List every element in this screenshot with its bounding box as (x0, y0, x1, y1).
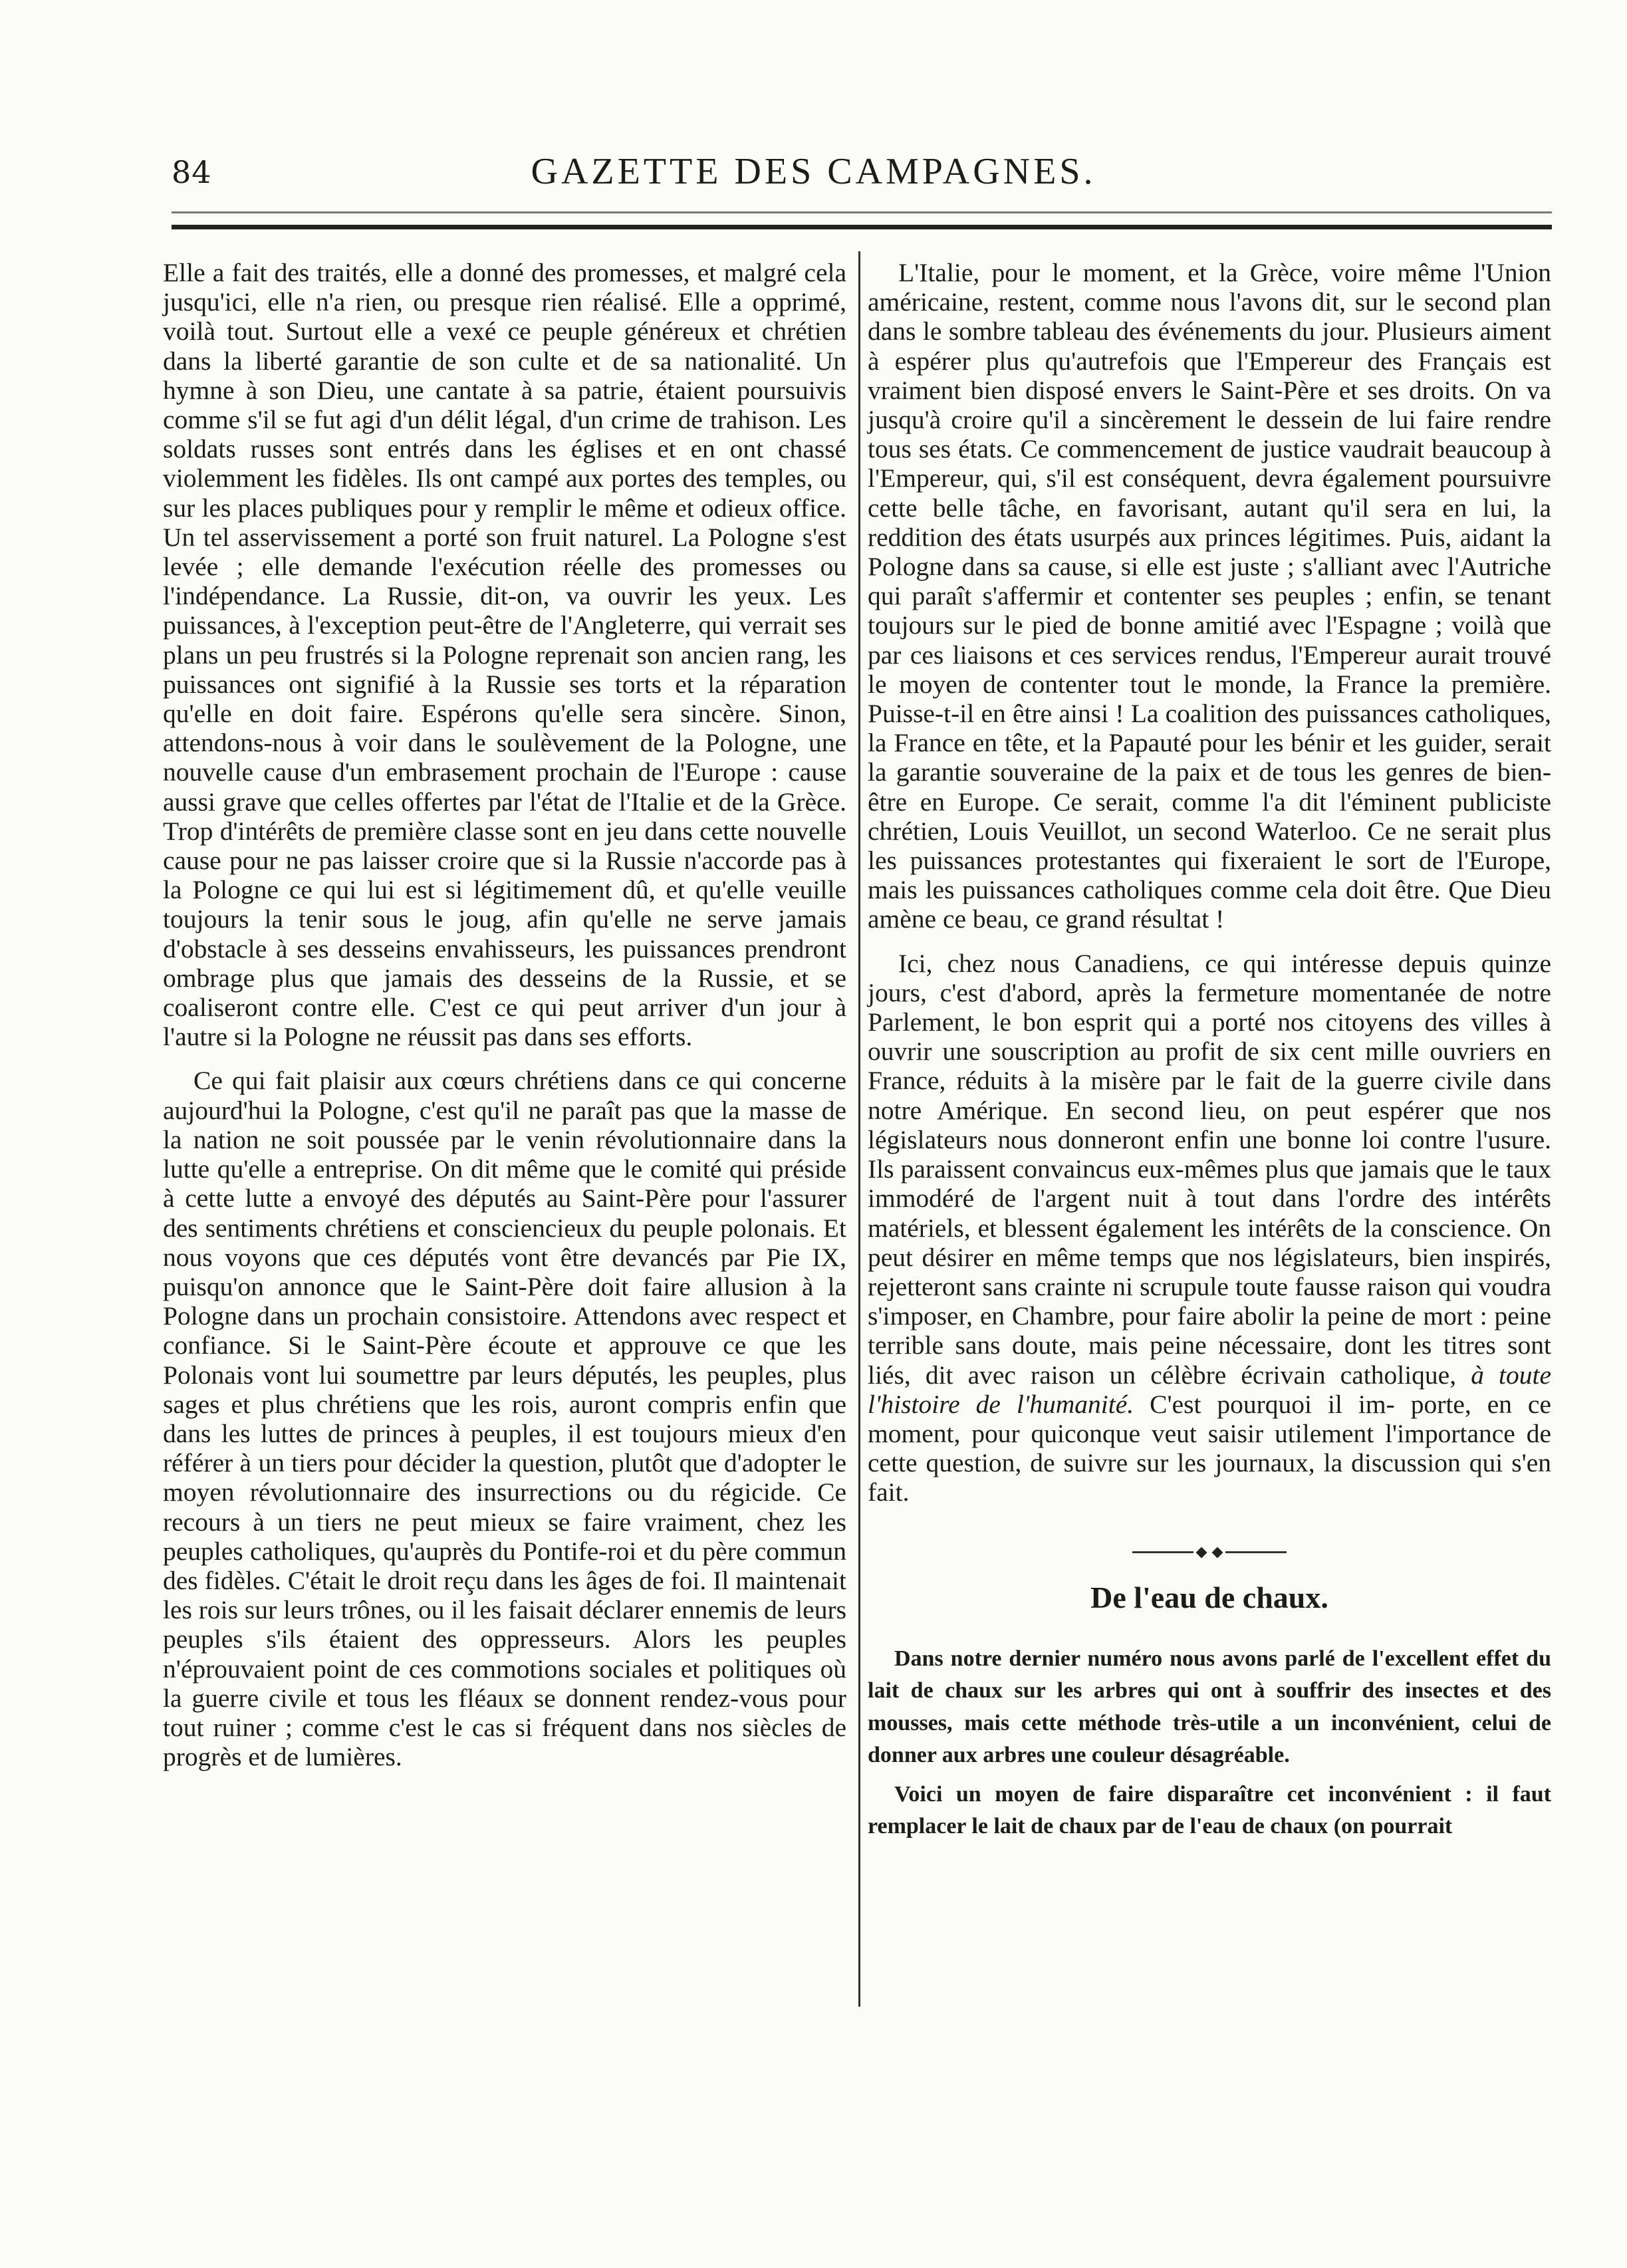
italic-quote: à toute l'histoire de l'humanité. (868, 1360, 1552, 1419)
article-paragraph: L'Italie, pour le moment, et la Grèce, voire même l'Union américaine, restent, comme nous l'avons dit, sur le second plan dans le sombre tableau des événements du jour. Plusieurs aiment à espérer plus qu'autrefois que l'Empereur des Français est vraiment bien disposé envers le Saint-Père et ses droits. On va jusqu'à croire qu'il a sincèrement le dessein de lui faire rendre tous ses états. Ce commencement de justice vaudrait beaucoup à l'Empereur, qui, s'il est conséquent, devra également poursuivre cette belle tâche, en favorisant, autant qu'il sera en lui, la reddition des états usurpés aux princes légitimes. Puis, aidant la Pologne dans sa cause, si elle est juste ; s'alliant avec l'Autriche qui paraît s'affermir et contenter ses peuples ; enfin, se tenant toujours sur le pied de bonne amitié avec l'Espagne ; voilà que par ces liaisons et ces services rendus, l'Empereur aurait trouvé le moyen de contenter tout le monde, la France la première. Puisse-t-il en être ainsi ! La coalition des puissances catholiques, la France en tête, et la Papauté pour les bénir et les guider, serait la garantie souveraine de la paix et de tous les genres de bien-être en Europe. Ce serait, comme l'a dit l'éminent publiciste chrétien, Louis Veuillot, un second Waterloo. Ce ne serait plus les puissances protestantes qui fixeraient le sort de l'Europe, mais les puissances catholiques comme cela doit être. Que Dieu amène ce beau, ce grand résultat ! (868, 258, 1551, 934)
left-column (163, 258, 846, 1771)
article-text-continued: C'est pourquoi il im- (1134, 1389, 1395, 1419)
article-text-end: porte, en ce moment, pour quiconque veut saisir utilement l'importance de cette question, de suivre sur les journaux, la discussion qui s'en fait. (868, 1389, 1551, 1507)
ornament-diamond (1196, 1547, 1207, 1558)
small-print-paragraph: Dans notre dernier numéro nous avons parlé de l'excellent effet du lait de chaux sur les arbres qui ont à souffrir des insectes et des mousses, mais cette méthode très-utile a un inconvénient, celui de donner aux arbres une couleur désagréable. (868, 1646, 1551, 1768)
small-print-paragraph: Voici un moyen de faire disparaître cet inconvénient : il faut remplacer le lait de chaux par de l'eau de chaux (on pourrait (868, 1781, 1551, 1839)
article-text: Ici, chez nous Canadiens, ce qui intéresse depuis quinze jours, c'est d'abord, après la fermeture momentanée de notre Parlement, le bon esprit qui a porté nos citoyens des villes à ouvrir une souscription au profit de six cent mille ouvriers en France, réduits à la misère par le fait de la guerre civile dans notre Amérique. En second lieu, on peut espérer que nos législateurs nous donneront enfin une bonne loi contre l'usure. Ils paraissent convaincus eux-mêmes plus que jamais que le taux immodéré de l'argent nuit à tout dans l'ordre des intérêts matériels, et blessent également les intérêts de la conscience. On peut désirer en même temps que nos législateurs, bien inspirés, rejetteront sans crainte ni scrupule toute fausse raison qui voudra s'imposer, en Chambre, pour faire abolir la peine de mort : peine terrible sans doute, mais peine nécessaire, dont les titres sont liés, dit avec raison un célèbre écrivain catholique, (868, 948, 1551, 1390)
section-ornament (868, 1549, 1551, 1557)
article-paragraph (868, 949, 1551, 1507)
section-title: De l'eau de chaux. (1090, 1580, 1328, 1614)
ornament-diamond (1212, 1547, 1223, 1558)
page-header-title: GAZETTE DES CAMPAGNES. (531, 151, 1096, 192)
header-rule-thick (172, 225, 1552, 229)
ornament-bar-left (1132, 1551, 1193, 1553)
article-paragraph: Elle a fait des traités, elle a donné des promesses, et malgré cela jusqu'ici, elle n'a rien, ou presque rien réalisé. Elle a opprimé, voilà tout. Surtout elle a vexé ce peuple généreux et chrétien dans la liberté garantie de son culte et de sa nationalité. Un hymne à son Dieu, une cantate à sa patrie, étaient poursuivis comme s'il se fut agi d'un délit légal, d'un crime de trahison. Les soldats russes sont entrés dans les églises et en ont chassé violemment les fidèles. Ils ont campé aux portes des temples, ou sur les places publiques pour y remplir le même et odieux office. Un tel asservissement a porté son fruit naturel. La Pologne s'est levée ; elle demande l'exécution réelle des promesses ou l'indépendance. La Russie, dit-on, va ouvrir les yeux. Les puissances, à l'exception peut-être de l'Angleterre, qui verrait ses plans un peu frustrés si la Pologne reprenait son ancien rang, les puissances ont signifié à la Russie ses torts et la réparation qu'elle en doit faire. Espérons qu'elle sera sincère. Sinon, attendons-nous à voir dans le soulèvement de la Pologne, une nouvelle cause d'un embrasement prochain de l'Europe : cause aussi grave que celles offertes par l'état de l'Italie et de la Grèce. Trop d'intérêts de première classe sont en jeu dans cette nouvelle cause pour ne pas laisser croire que si la Russie n'accorde pas à la Pologne ce qui lui est si légitimement dû, et qu'elle veuille toujours la tenir sous le joug, afin qu'elle ne serve jamais d'obstacle à ses desseins envahisseurs, les puissances prendront ombrage plus que jamais des desseins de la Russie, et se coaliseront contre elle. C'est ce qui peut arriver d'un jour à l'autre si la Pologne ne réussit pas dans ses efforts. (163, 258, 846, 1052)
column-divider (858, 251, 860, 2007)
article-paragraph: Ce qui fait plaisir aux cœurs chrétiens dans ce qui concerne aujourd'hui la Pologne, c'est qu'il ne paraît pas que la masse de la nation ne soit poussée par le venin révolutionnaire dans la lutte qu'elle a entreprise. On dit même que le comité qui préside à cette lutte a envoyé des députés au Saint-Père pour l'assurer des sentiments chrétiens et consciencieux du peuple polonais. Et nous voyons que ces députés vont être devancés par Pie IX, puisqu'on annonce que le Saint-Père doit faire allusion à la Pologne dans un prochain consistoire. Attendons avec respect et confiance. Si le Saint-Père écoute et approuve ce que les Polonais vont lui soumettre par leurs députés, les peuples, plus sages et plus chrétiens que les rois, auront compris enfin que dans les luttes de princes à peuples, il est toujours mieux d'en référer à un tiers pour décider la question, plutôt que d'adopter le moyen révolutionnaire des insurrections ou du régicide. Ce recours à un tiers ne peut mieux se faire vraiment, chez les peuples catholiques, qu'auprès du Pontife-roi et du père commun des fidèles. C'était le droit reçu dans les âges de foi. Il maintenait les rois sur leurs trônes, ou il les faisait déclarer ennemis de leurs peuples s'ils étaient des oppresseurs. Alors les peuples n'éprouvaient point de ces commotions sociales et politiques où la guerre civile et tous les fléaux se donnent rendez-vous pour tout ruiner ; comme c'est le cas si fréquent dans nos siècles de progrès et de lumières. (163, 1066, 846, 1772)
page-number: 84 (172, 154, 212, 190)
header-rule-thin (172, 211, 1552, 213)
right-column (868, 258, 1551, 1843)
ornament-bar-right (1225, 1551, 1287, 1553)
